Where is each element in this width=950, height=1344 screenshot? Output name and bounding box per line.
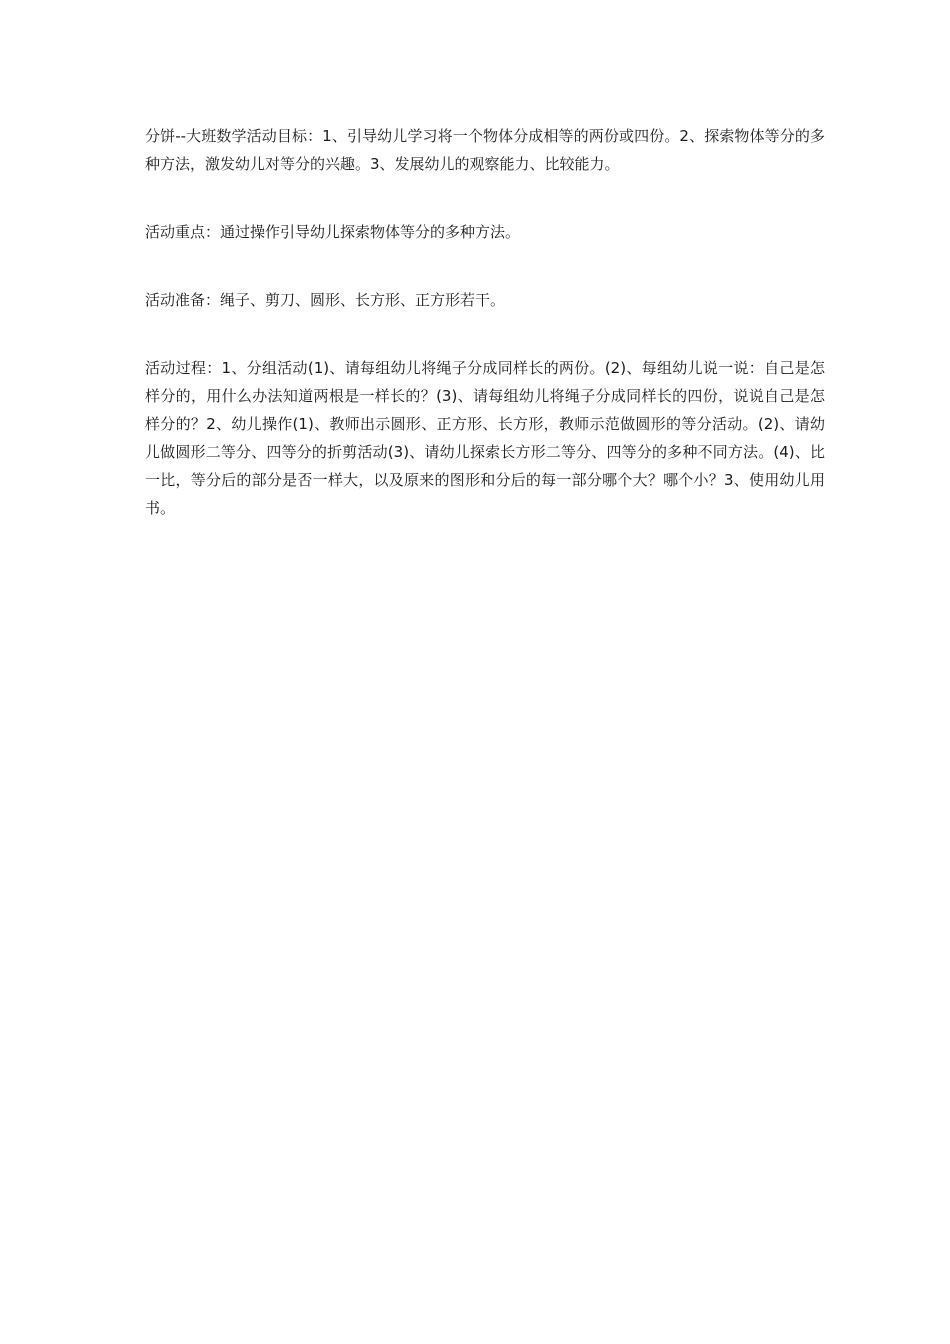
paragraph-key-point: 活动重点：通过操作引导幼儿探索物体等分的多种方法。 xyxy=(145,223,521,241)
paragraph-preparation: 活动准备：绳子、剪刀、圆形、长方形、正方形若干。 xyxy=(145,291,506,309)
document-body xyxy=(145,122,825,562)
paragraph-process: 活动过程：1、分组活动(1)、请每组幼儿将绳子分成同样长的两份。(2)、每组幼儿说一说：自己是怎样分的，用什么办法知道两根是一样长的？(3)、请每组幼儿将绳子分成同样长的四份，说说自己是怎样分的？2、幼儿操作(1)、教师出示圆形、正方形、长方形，教师示范做圆形的等分活动。(2)、请幼儿做圆形二等分、四等分的折剪活动(3)、请幼儿探索长方形二等分、四等分的多种不同方法。(4)、比一比，等分后的部分是否一样大，以及原来的图形和分后的每一部分哪个大？哪个小？3、使用幼儿用书。 xyxy=(145,359,825,517)
paragraph-objectives: 分饼--大班数学活动目标：1、引导幼儿学习将一个物体分成相等的两份或四份。2、探索物体等分的多种方法，激发幼儿对等分的兴趣。3、发展幼儿的观察能力、比较能力。 xyxy=(145,127,825,173)
